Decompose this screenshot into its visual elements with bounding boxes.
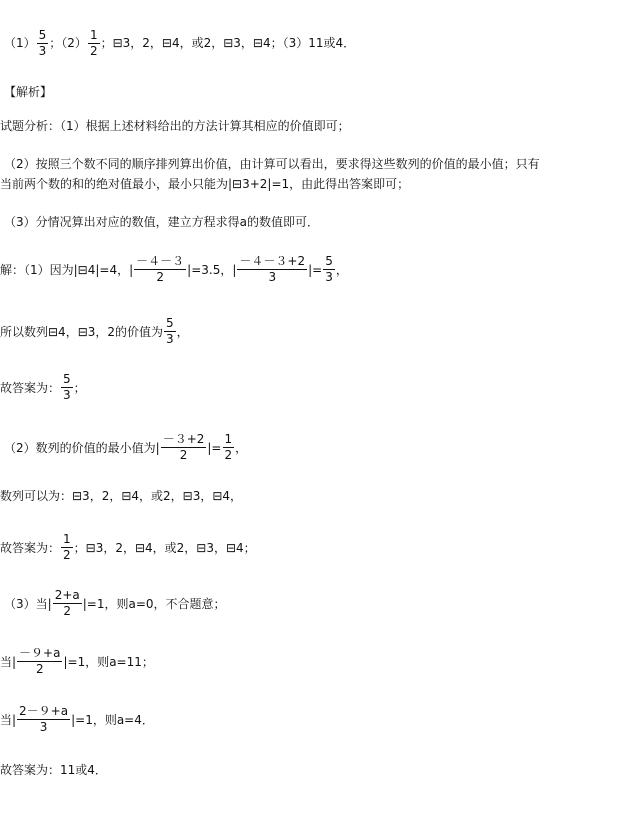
solution-text: ，	[176, 324, 189, 339]
fraction-numerator: 5	[63, 372, 71, 386]
analysis-p3: （3）分情况算出对应的数值，建立方程求得a的数值即可．	[4, 215, 319, 229]
fraction-denominator: 3	[39, 720, 48, 734]
fraction-numerator: －４－３	[136, 254, 185, 268]
solution-text: 故答案为：	[0, 380, 61, 395]
analysis-header	[4, 84, 52, 100]
answer-line	[4, 28, 355, 59]
fraction-denominator: 2	[63, 548, 71, 562]
solution-text: |=3.5，|	[187, 262, 237, 277]
solution-line-2	[0, 316, 189, 347]
fraction-denominator: 2	[35, 662, 44, 676]
analysis-p2-line1: （2）按照三个数不同的顺序排列算出价值，由计算可以看出，要求得这些数列的价值的最小值；只有	[4, 157, 540, 171]
fraction-numerator: 2+a	[54, 588, 80, 602]
fraction-numerator: 1	[224, 432, 233, 446]
solution-text: 解：（1）因为|⊟4|=4，|	[0, 262, 134, 277]
solution-text: ；⊟3，2，⊟4，或2，⊟3，⊟4；	[73, 540, 256, 555]
solution-text: ，	[235, 440, 248, 455]
solution-text: ；	[73, 380, 86, 395]
answer-sep: ；	[49, 36, 62, 50]
analysis-header-text: 【解析】	[4, 85, 53, 99]
answer-p1-label: （1）	[4, 36, 36, 50]
fraction	[223, 432, 235, 463]
fraction-numerator: －３+2	[162, 432, 205, 446]
fraction	[17, 646, 62, 677]
solution-text: |=1，则a=4．	[71, 712, 154, 727]
fraction-numerator: －９+a	[19, 646, 61, 660]
solution-text: |=1，则a=0，不合题意；	[82, 596, 226, 611]
fraction	[61, 372, 73, 403]
fraction	[17, 704, 70, 735]
fraction	[37, 28, 49, 59]
fraction-numerator: 5	[166, 316, 174, 330]
solution-text: ，	[335, 262, 348, 277]
analysis-intro: 试题分析：（1）根据上述材料给出的方法计算其相应的价值即可；	[0, 119, 350, 133]
answer-p2-rest: ；⊟3，2，⊟4，或2，⊟3，⊟4；	[100, 36, 283, 50]
solution-text: |=	[207, 440, 222, 455]
fraction-denominator: 2	[179, 448, 188, 462]
answer-p3: （3）11或4．	[282, 36, 356, 50]
solution-line-1	[0, 254, 348, 285]
fraction	[323, 254, 335, 285]
solution-text: 故答案为：	[0, 540, 61, 555]
fraction	[161, 432, 207, 463]
solution-line-10: 故答案为：11或4．	[0, 763, 107, 777]
fraction-numerator: 5	[38, 28, 47, 42]
solution-text: 当|	[0, 712, 17, 727]
fraction-denominator: 2	[156, 270, 164, 284]
solution-text: （2）数列的价值的最小值为|	[4, 440, 160, 455]
solution-text: （3）当|	[4, 596, 52, 611]
solution-line-4	[4, 432, 247, 463]
fraction-denominator: 2	[63, 604, 72, 618]
solution-text: |=	[308, 262, 323, 277]
solution-text: 所以数列⊟4，⊟3，2的价值为	[0, 324, 164, 339]
fraction-numerator: －４－３+2	[239, 254, 306, 268]
analysis-p2-line2: 当前两个数的和的绝对值最小，最小只能为|⊟3+2|=1，由此得出答案即可；	[0, 177, 410, 191]
solution-line-9	[0, 704, 154, 735]
fraction-denominator: 3	[63, 388, 71, 402]
fraction-denominator: 3	[268, 270, 277, 284]
solution-text: |=1，则a=11；	[63, 654, 154, 669]
fraction-numerator: 5	[325, 254, 333, 268]
fraction-denominator: 2	[89, 44, 98, 58]
fraction-numerator: 2－９+a	[19, 704, 69, 718]
fraction-denominator: 2	[224, 448, 233, 462]
solution-line-8	[0, 646, 154, 677]
fraction	[61, 532, 73, 563]
fraction-denominator: 3	[38, 44, 47, 58]
fraction	[237, 254, 307, 285]
solution-line-6	[0, 532, 256, 563]
fraction-numerator: 1	[63, 532, 71, 546]
solution-line-5: 数列可以为：⊟3，2，⊟4，或2，⊟3，⊟4，	[0, 489, 243, 503]
fraction	[134, 254, 186, 285]
fraction	[88, 28, 100, 59]
fraction	[53, 588, 82, 619]
fraction-denominator: 3	[325, 270, 333, 284]
solution-line-7	[4, 588, 226, 619]
answer-p2-label: （2）	[61, 36, 87, 50]
solution-line-3	[0, 372, 86, 403]
fraction-denominator: 3	[166, 332, 174, 346]
fraction	[164, 316, 176, 347]
solution-text: 当|	[0, 654, 17, 669]
fraction-numerator: 1	[89, 28, 98, 42]
